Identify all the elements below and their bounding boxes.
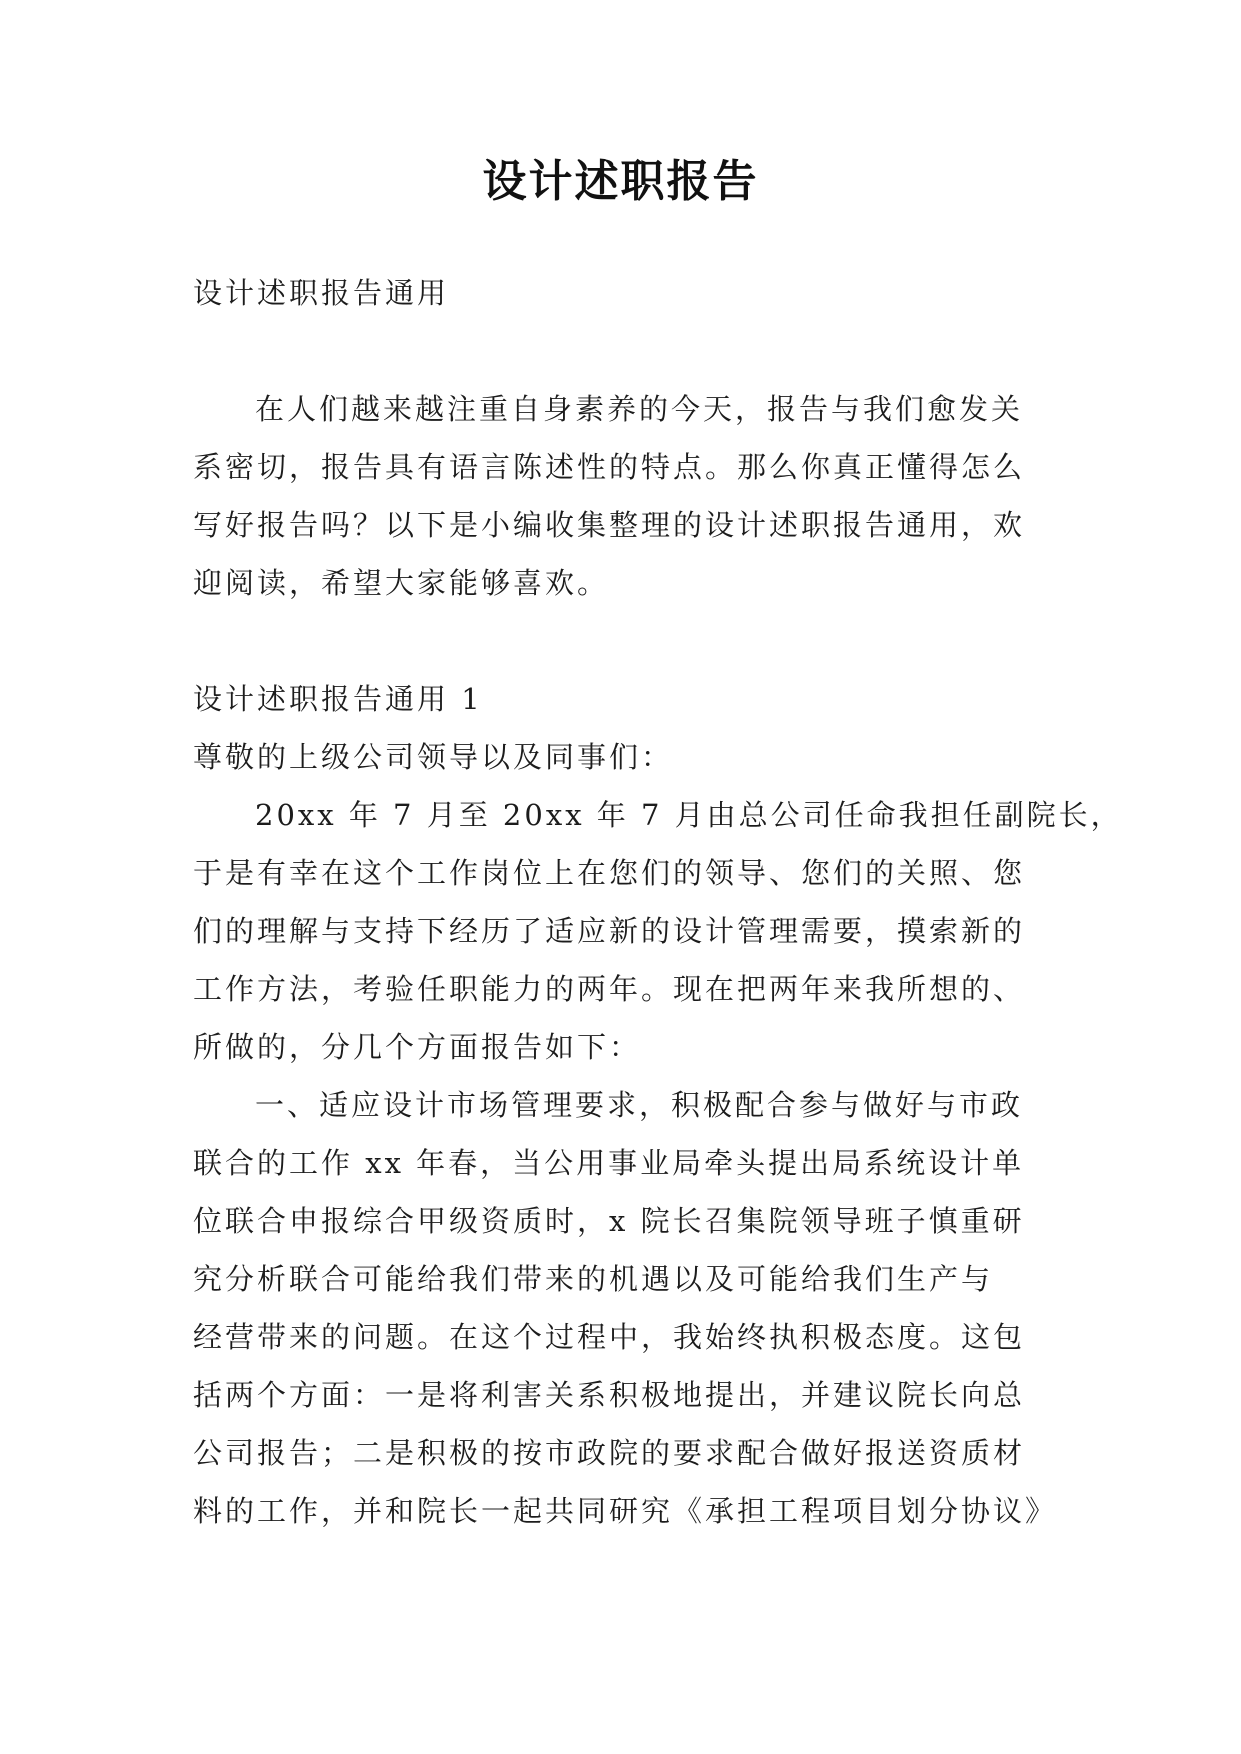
document-subtitle: 设计述职报告通用 [193, 276, 450, 310]
section-heading: 设计述职报告通用 1 [193, 682, 483, 716]
paragraph-line: 括两个方面：一是将利害关系积极地提出，并建议院长向总 [193, 1378, 1026, 1412]
paragraph-spacer [193, 322, 1063, 380]
intro-line: 迎阅读，希望大家能够喜欢。 [193, 566, 610, 600]
paragraph-line: 20xx 年 7 月至 20xx 年 7 月由总公司任命我担任副院长， [255, 798, 1123, 832]
paragraph-line: 料的工作，并和院长一起共同研究《承担工程项目划分协议》 [193, 1494, 1058, 1528]
body-paragraph-2 [193, 1076, 1063, 1540]
document-title: 设计述职报告 [482, 156, 759, 207]
paragraph-line: 究分析联合可能给我们带来的机遇以及可能给我们生产与 [193, 1262, 994, 1296]
paragraph-line: 公司报告；二是积极的按市政院的要求配合做好报送资质材 [193, 1436, 1026, 1470]
paragraph-line: 位联合申报综合甲级资质时，x 院长召集院领导班子慎重研 [193, 1204, 1025, 1238]
paragraph-line: 工作方法，考验任职能力的两年。现在把两年来我所想的、 [193, 972, 1026, 1006]
paragraph-line: 所做的，分几个方面报告如下： [193, 1030, 642, 1064]
document-body [193, 264, 1123, 1540]
body-paragraph-1 [193, 786, 1123, 1076]
paragraph-line: 于是有幸在这个工作岗位上在您们的领导、您们的关照、您 [193, 856, 1026, 890]
paragraph-line: 联合的工作 xx 年春，当公用事业局牵头提出局系统设计单 [193, 1146, 1025, 1180]
paragraph-spacer [193, 612, 1063, 670]
intro-line: 系密切，报告具有语言陈述性的特点。那么你真正懂得怎么 [193, 450, 1026, 484]
paragraph-line: 们的理解与支持下经历了适应新的设计管理需要，摸索新的 [193, 914, 1026, 948]
paragraph-line: 一、适应设计市场管理要求，积极配合参与做好与市政 [255, 1088, 1024, 1122]
intro-line: 写好报告吗？以下是小编收集整理的设计述职报告通用，欢 [193, 508, 1026, 542]
paragraph-line: 经营带来的问题。在这个过程中，我始终执积极态度。这包 [193, 1320, 1026, 1354]
salutation: 尊敬的上级公司领导以及同事们： [193, 740, 674, 774]
intro-line: 在人们越来越注重自身素养的今天，报告与我们愈发关 [255, 392, 1024, 426]
intro-paragraph [193, 380, 1063, 612]
